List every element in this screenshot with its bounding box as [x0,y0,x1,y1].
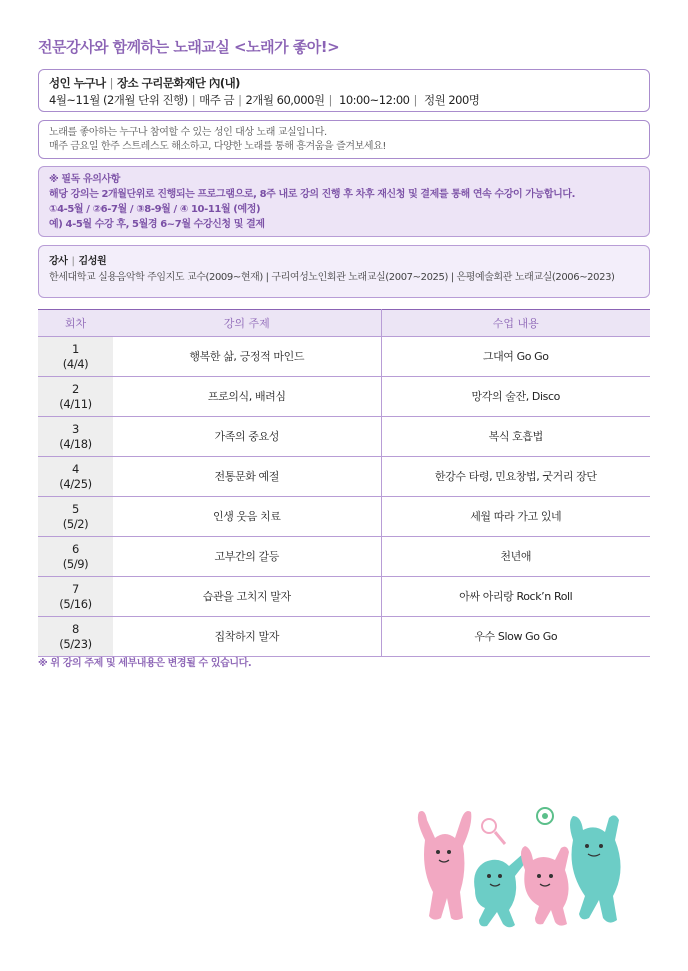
session-number: 1 [72,341,79,356]
session-cell [38,377,113,417]
content-cell: 아싸 아리랑 Rock’n Roll [381,577,650,617]
character-teal-2 [570,815,621,922]
content-cell: 망각의 술잔, Disco [381,377,650,417]
notice-line-1: 해당 강의는 2개월단위로 진행되는 프로그램으로, 8주 내로 강의 진행 후 차후 재신청 및 결제를 통해 연속 수강이 가능합니다. [49,189,576,200]
page-title: 전문강사와 함께하는 노래교실 <노래가 좋아!> [38,38,340,56]
table-row [38,537,650,577]
content-cell: 한강수 타령, 민요창법, 굿거리 장단 [381,457,650,497]
content-cell: 세월 따라 가고 있네 [381,497,650,537]
description-line-2: 매주 금요일 한주 스트레스도 해소하고, 다양한 노래를 통해 흥겨움을 즐겨보세요! [49,141,386,152]
teacher-box: 강사 | 김성원 한세대학교 실용음악학 주임지도 교수(2009~현재) | 구리여성노인회관 노래교실(2007~2025) | 은평예술회관 노래교실(2006~2023) [38,245,650,298]
teacher-career: 한세대학교 실용음악학 주임지도 교수(2009~현재) | 구리여성노인회관 노래교실(2007~2025) | 은평예술회관 노래교실(2006~2023) [49,272,615,283]
header-session: 회차 [38,310,113,337]
character-pink-1 [418,811,471,920]
header-topic: 강의 주제 [113,310,381,337]
description-box [38,120,650,159]
content-cell: 우수 Slow Go Go [381,617,650,657]
table-row [38,497,650,537]
session-cell [38,537,113,577]
period-label: 4월~11월 (2개월 단위 진행) [49,93,188,107]
session-cell [38,577,113,617]
table-row [38,417,650,457]
teacher-label: 강사 [49,256,68,267]
place-label: 장소 구리문화재단 內(내) [116,76,240,90]
session-date: (5/2) [62,516,89,531]
notice-box [38,166,650,237]
topic-cell: 집착하지 말자 [113,617,381,657]
topic-cell: 전통문화 예절 [113,457,381,497]
topic-cell: 습관을 고치지 말자 [113,577,381,617]
session-number: 4 [72,461,79,476]
session-number: 7 [72,581,79,596]
ball-icon [537,808,553,824]
session-cell [38,617,113,657]
fee-label: 2개월 60,000원 [245,93,325,107]
day-label: 매주 금 [199,93,235,107]
capacity-label: 정원 200명 [423,93,480,107]
session-cell [38,497,113,537]
table-row [38,377,650,417]
notice-line-3: 예) 4-5월 수강 후, 5월경 6~7월 수강신청 및 결제 [49,219,265,230]
session-date: (4/4) [62,356,89,371]
session-date: (4/25) [59,476,92,491]
topic-cell: 고부간의 갈등 [113,537,381,577]
session-date: (4/11) [59,396,92,411]
target-label: 성인 누구나 [49,76,106,90]
session-date: (5/23) [59,636,92,651]
session-number: 8 [72,621,79,636]
session-cell [38,417,113,457]
character-pink-2 [521,846,569,926]
footnote: ※ 위 강의 주제 및 세부내용은 변경될 수 있습니다. [38,658,252,669]
session-number: 5 [72,501,79,516]
topic-cell: 인생 웃음 치료 [113,497,381,537]
header-content: 수업 내용 [381,310,650,337]
singing-characters-illustration [405,800,630,935]
session-cell [38,457,113,497]
schedule-table [38,309,650,657]
topic-cell: 행복한 삶, 긍정적 마인드 [113,337,381,377]
notice-heading: ※ 필독 유의사항 [49,174,121,185]
session-number: 6 [72,541,79,556]
character-teal-1 [474,852,529,928]
session-date: (5/9) [62,556,89,571]
time-label: 10:00~12:00 [339,93,410,107]
description-line-1: 노래를 좋아하는 누구나 참여할 수 있는 성인 대상 노래 교실입니다. [49,127,327,138]
content-cell: 복식 호흡법 [381,417,650,457]
content-cell: 그대여 Go Go [381,337,650,377]
notice-line-2: ①4-5월 / ②6-7월 / ③8-9월 / ④ 10-11월 (예정) [49,204,261,215]
table-row [38,337,650,377]
content-cell: 천년애 [381,537,650,577]
info-box: 성인 누구나 | 장소 구리문화재단 內(내) 4월~11월 (2개월 단위 진행) | 매주 금 | 2개월 60,000원 | 10:00~12:00 | 정원 200명 [38,69,650,112]
table-row [38,577,650,617]
table-header-row [38,310,650,337]
topic-cell: 프로의식, 배려심 [113,377,381,417]
session-number: 2 [72,381,79,396]
session-date: (5/16) [59,596,92,611]
session-number: 3 [72,421,79,436]
topic-cell: 가족의 중요성 [113,417,381,457]
table-row [38,617,650,657]
session-cell [38,337,113,377]
microphone-icon [482,819,505,844]
teacher-name: 김성원 [78,256,107,267]
session-date: (4/18) [59,436,92,451]
table-row [38,457,650,497]
